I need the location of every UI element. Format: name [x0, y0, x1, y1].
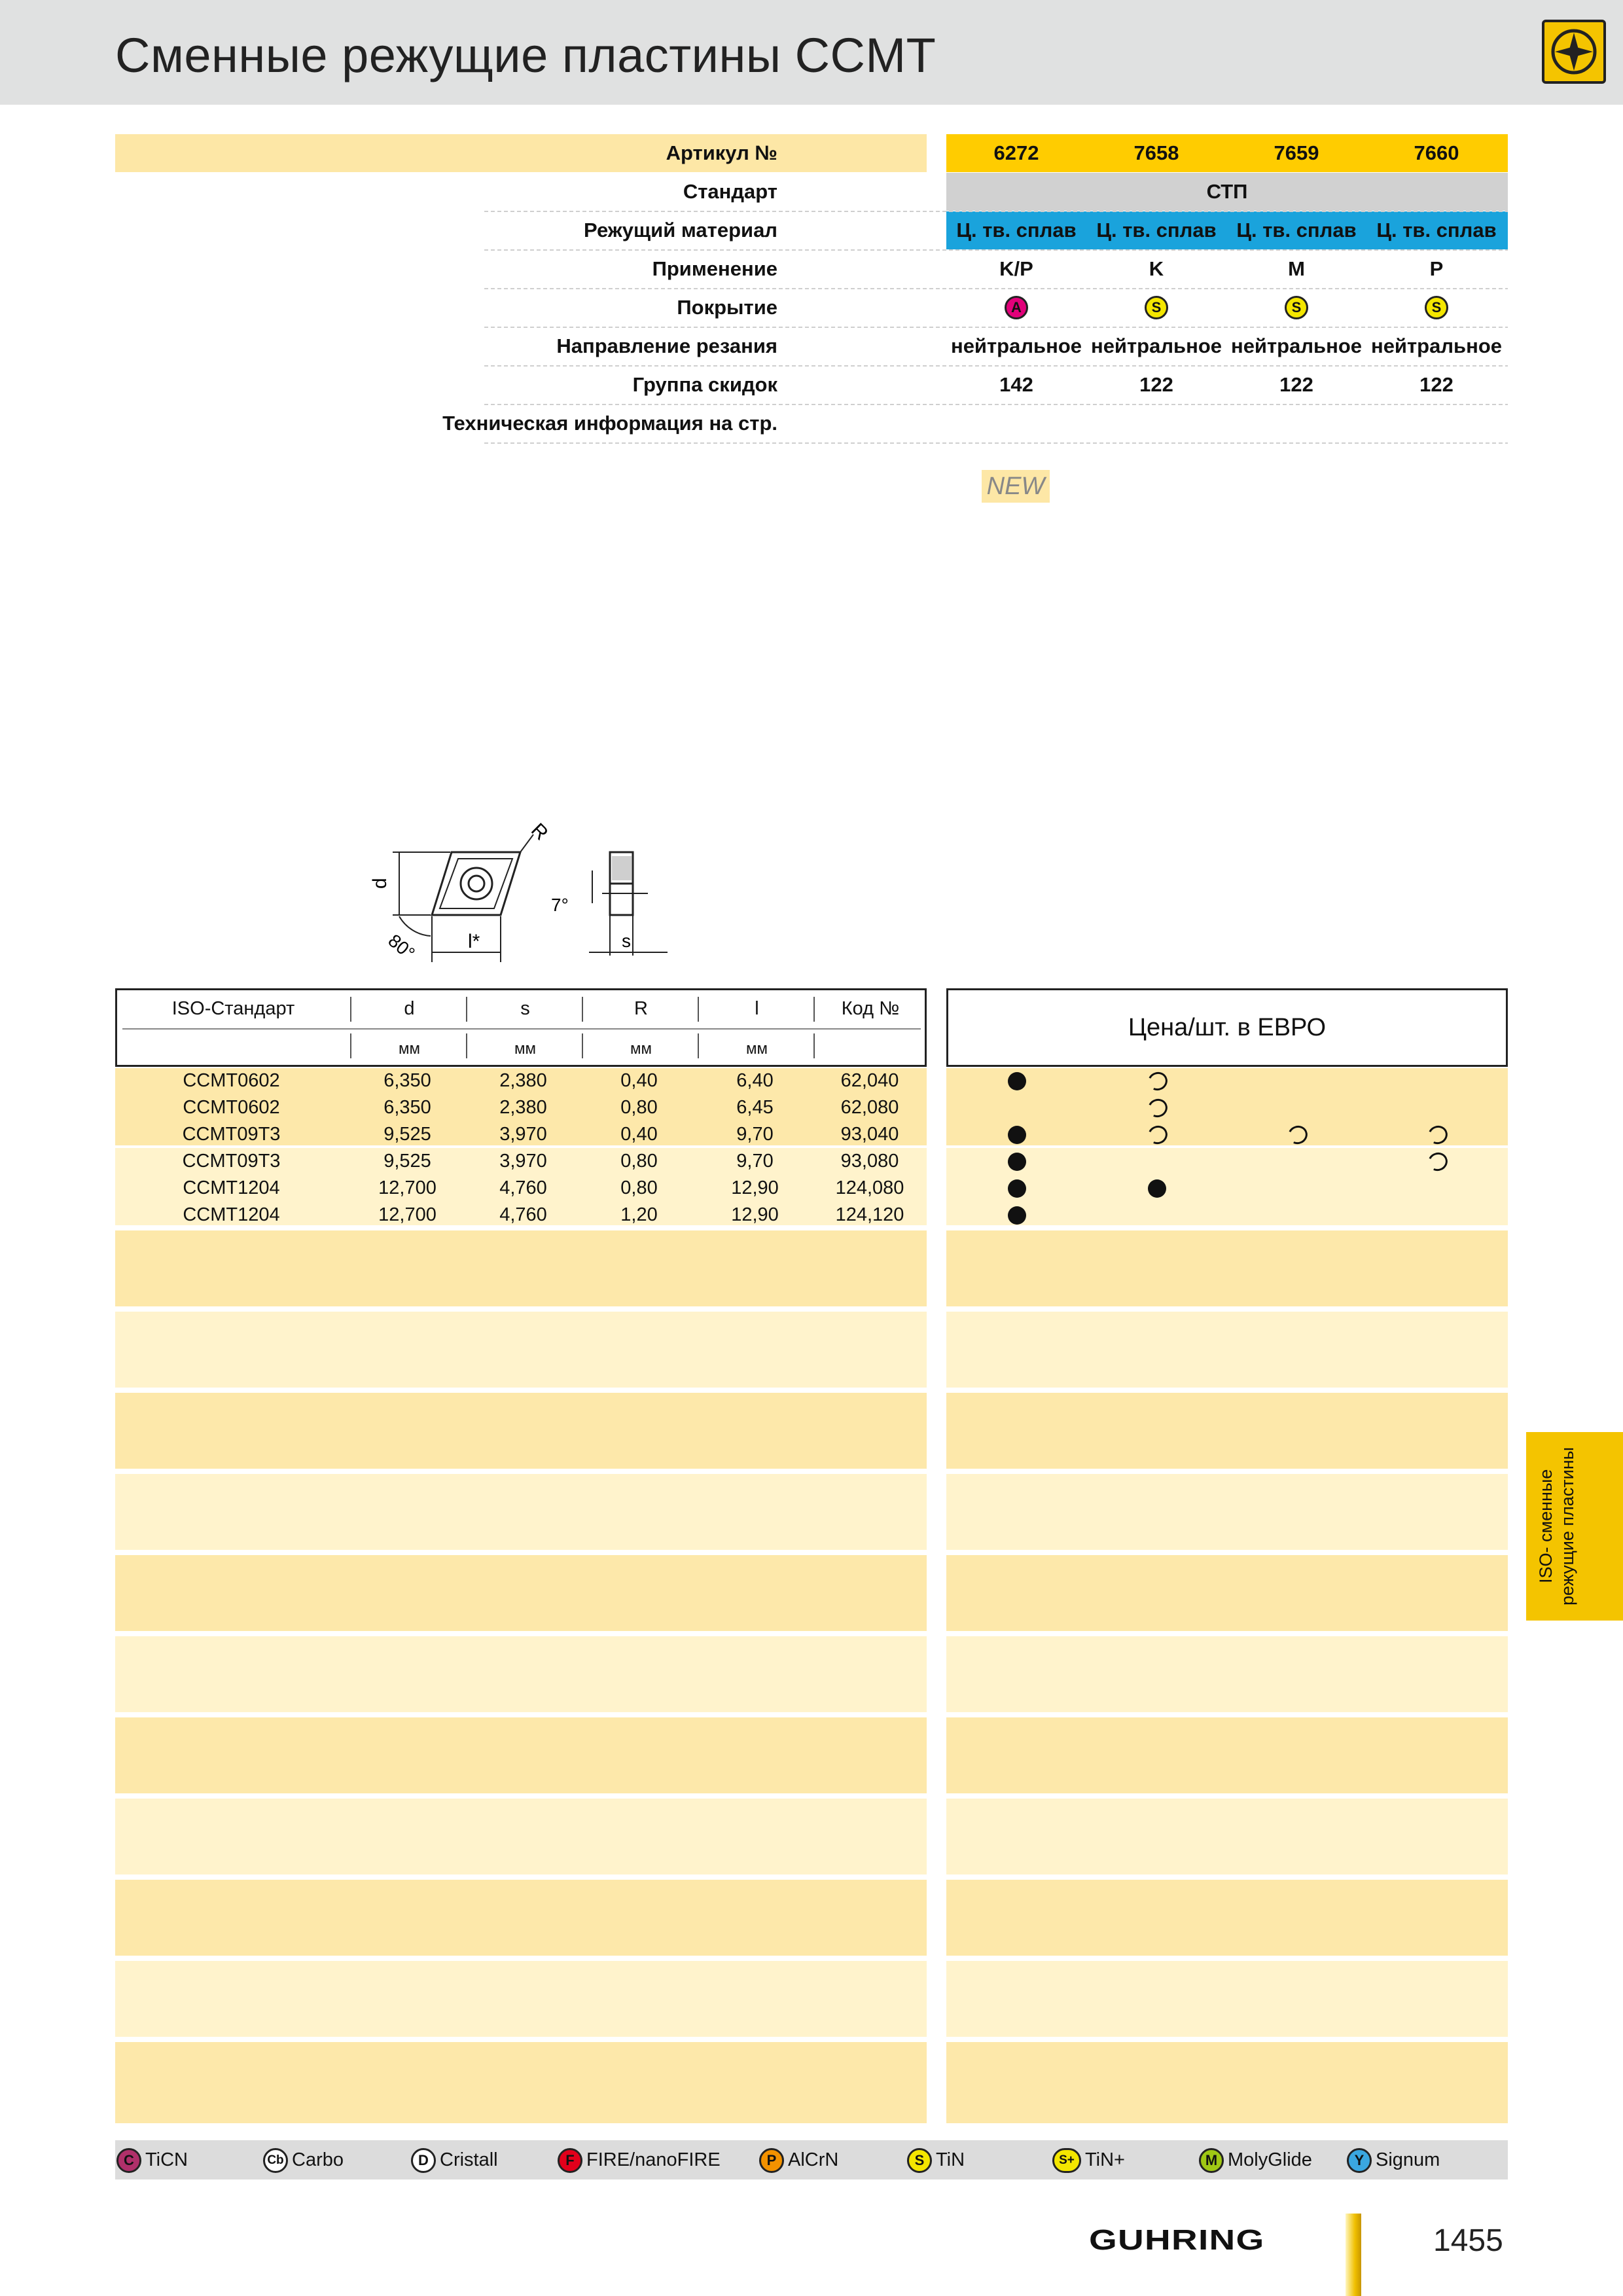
new-badge: NEW: [982, 470, 1050, 503]
cell-code: 62,040: [840, 1070, 899, 1091]
coating-row: [115, 289, 1508, 327]
legend-item: [558, 2147, 721, 2173]
empty-band: [946, 1880, 1508, 1956]
legend-item: [759, 2147, 838, 2173]
page-number: 1455: [1433, 2223, 1503, 2258]
cell-iso: CCMT0602: [183, 1070, 280, 1091]
brand-logo: GUHRING: [1089, 2224, 1265, 2256]
coating-cb-icon: Cb: [263, 2148, 288, 2173]
material-value: Ц. тв. сплав: [1236, 219, 1357, 242]
cell-r: 0,80: [620, 1097, 658, 1118]
legend-label: Carbo: [292, 2149, 344, 2170]
legend-item: [116, 2147, 188, 2173]
direction-value: нейтральное: [950, 334, 1082, 357]
cell-r: 0,80: [620, 1177, 658, 1198]
cell-r: 1,20: [620, 1204, 658, 1225]
col-r: R: [634, 998, 648, 1019]
direction-value: нейтральное: [1370, 334, 1503, 357]
discount-row: [115, 366, 1508, 404]
cell-code: 124,080: [835, 1177, 904, 1198]
empty-band: [946, 1474, 1508, 1550]
page-title: Сменные режущие пластины CCMT: [115, 28, 936, 82]
legend-item: [263, 2147, 344, 2173]
available-dot-icon: [1008, 1126, 1026, 1144]
cell-iso: CCMT1204: [183, 1204, 280, 1225]
article-7660: 7660: [1414, 141, 1459, 164]
drawing-label-d: d: [369, 878, 391, 889]
cell-r: 0,40: [620, 1124, 658, 1145]
table-row: [115, 1202, 1508, 1229]
cell-iso: CCMT0602: [183, 1097, 280, 1118]
empty-band: [115, 1312, 927, 1388]
coating-s-icon: S: [1425, 296, 1448, 319]
on-request-ring-icon: [1425, 1123, 1450, 1147]
legend-label: Signum: [1376, 2149, 1440, 2170]
standard-label: Стандарт: [683, 180, 777, 203]
col-code: Код №: [841, 998, 900, 1019]
table-row: [115, 1067, 1508, 1094]
coating-f-icon: F: [558, 2148, 582, 2173]
legend-label: TiN+: [1085, 2149, 1125, 2170]
empty-band: [946, 1393, 1508, 1469]
standard-value: СТП: [1206, 180, 1248, 203]
on-request-ring-icon: [1145, 1096, 1170, 1121]
price-header-label: Цена/шт. в ЕВРО: [1128, 1014, 1327, 1041]
cell-s: 4,760: [499, 1204, 547, 1225]
article-7659: 7659: [1274, 141, 1319, 164]
cell-d: 6,350: [383, 1097, 431, 1118]
empty-band: [946, 1230, 1508, 1306]
col-iso: ISO-Стандарт: [171, 998, 295, 1019]
drawing-label-80: 80°: [384, 930, 419, 964]
table-row: [115, 1175, 1508, 1202]
empty-band: [115, 1555, 927, 1631]
application-value: M: [1288, 257, 1305, 280]
coating-s-plus-icon: S+: [1052, 2148, 1081, 2173]
empty-band: [946, 2042, 1508, 2123]
divider: [484, 442, 1508, 444]
empty-band: [115, 1474, 927, 1550]
legend-item: [1052, 2147, 1125, 2173]
cell-r: 0,80: [620, 1151, 658, 1172]
cell-l: 9,70: [736, 1124, 774, 1145]
application-value: P: [1429, 257, 1444, 280]
techinfo-row: [115, 404, 1508, 442]
cell-r: 0,40: [620, 1070, 658, 1091]
available-dot-icon: [1008, 1153, 1026, 1171]
drawing-label-s: s: [622, 931, 631, 951]
article-6272: 6272: [993, 141, 1039, 164]
legend-item: [907, 2147, 965, 2173]
cell-iso: CCMT09T3: [182, 1124, 281, 1145]
direction-row: [115, 327, 1508, 365]
cell-l: 12,90: [731, 1177, 779, 1198]
cell-d: 6,350: [383, 1070, 431, 1091]
empty-band: [946, 1636, 1508, 1712]
cell-d: 9,525: [383, 1151, 431, 1172]
direction-value: нейтральное: [1230, 334, 1363, 357]
coating-a-icon: A: [1005, 296, 1028, 319]
legend-item: [1347, 2147, 1440, 2173]
application-value: K: [1149, 257, 1164, 280]
article-row: [115, 134, 1508, 172]
legend-label: TiCN: [145, 2149, 188, 2170]
coating-c-icon: C: [116, 2148, 141, 2173]
coating-label: Покрытие: [677, 296, 777, 319]
table-row: [115, 1121, 1508, 1148]
on-request-ring-icon: [1425, 1150, 1450, 1174]
discount-label: Группа скидок: [632, 373, 777, 396]
unit-s: мм: [514, 1040, 536, 1058]
cell-s: 2,380: [499, 1070, 547, 1091]
coating-d-icon: D: [411, 2148, 436, 2173]
coating-p-icon: P: [759, 2148, 784, 2173]
empty-band: [115, 1961, 927, 2037]
discount-value: 122: [1279, 373, 1313, 396]
cell-l: 6,45: [736, 1097, 774, 1118]
unit-l: мм: [746, 1040, 768, 1058]
empty-band: [946, 1555, 1508, 1631]
available-dot-icon: [1008, 1072, 1026, 1090]
cell-s: 3,970: [499, 1151, 547, 1172]
material-value: Ц. тв. сплав: [1376, 219, 1497, 242]
cell-s: 3,970: [499, 1124, 547, 1145]
cell-code: 124,120: [835, 1204, 904, 1225]
on-request-ring-icon: [1285, 1123, 1310, 1147]
drawing-label-r: R: [527, 819, 552, 845]
cell-d: 9,525: [383, 1124, 431, 1145]
empty-band: [946, 1799, 1508, 1874]
empty-band: [115, 1393, 927, 1469]
material-value: Ц. тв. сплав: [1096, 219, 1217, 242]
coating-m-icon: M: [1199, 2148, 1224, 2173]
cell-code: 62,080: [840, 1097, 899, 1118]
available-dot-icon: [1008, 1206, 1026, 1225]
legend-label: TiN: [936, 2149, 965, 2170]
drawing-label-l: l*: [468, 931, 480, 952]
material-value: Ц. тв. сплав: [956, 219, 1077, 242]
legend-label: Cristall: [440, 2149, 498, 2170]
unit-d: мм: [399, 1040, 420, 1058]
iso-table-header: [115, 988, 927, 1067]
coating-y-icon: Y: [1347, 2148, 1372, 2173]
empty-band: [115, 1230, 927, 1306]
application-value: K/P: [999, 257, 1033, 280]
on-request-ring-icon: [1145, 1069, 1170, 1094]
empty-band: [115, 1799, 927, 1874]
drawing-label-7: 7°: [551, 895, 569, 915]
available-dot-icon: [1148, 1179, 1166, 1198]
footer-accent-bar: [1346, 2214, 1361, 2296]
cell-d: 12,700: [378, 1177, 437, 1198]
coating-s-icon: S: [907, 2148, 932, 2173]
cell-iso: CCMT09T3: [182, 1151, 281, 1172]
col-s: s: [520, 998, 530, 1019]
cell-code: 93,040: [840, 1124, 899, 1145]
coating-s-icon: S: [1285, 296, 1308, 319]
table-row: [115, 1094, 1508, 1121]
cell-s: 2,380: [499, 1097, 547, 1118]
techinfo-label: Техническая информация на стр.: [442, 412, 777, 435]
available-dot-icon: [1008, 1179, 1026, 1198]
col-l: l: [755, 998, 759, 1019]
cell-code: 93,080: [840, 1151, 899, 1172]
section-tab-label: ISO- сменные режущие пластины: [1536, 1446, 1577, 1606]
legend-item: [411, 2147, 498, 2173]
cell-iso: CCMT1204: [183, 1177, 280, 1198]
cell-l: 6,40: [736, 1070, 774, 1091]
standard-row: [115, 173, 1508, 211]
empty-band: [115, 1636, 927, 1712]
empty-band: [946, 1961, 1508, 2037]
discount-value: 122: [1419, 373, 1454, 396]
price-header: [946, 988, 1508, 1067]
insert-drawing: [353, 805, 694, 969]
unit-r: мм: [630, 1040, 652, 1058]
cell-l: 12,90: [731, 1204, 779, 1225]
col-d: d: [404, 998, 415, 1019]
discount-value: 122: [1139, 373, 1173, 396]
article-label: Артикул №: [666, 141, 777, 164]
material-row: [115, 211, 1508, 249]
coating-s-icon: S: [1145, 296, 1168, 319]
empty-band: [946, 1717, 1508, 1793]
legend-label: FIRE/nanoFIRE: [586, 2149, 721, 2170]
application-row: [115, 250, 1508, 288]
material-label: Режущий материал: [584, 219, 777, 242]
direction-label: Направление резания: [556, 334, 777, 357]
article-7658: 7658: [1133, 141, 1179, 164]
direction-value: нейтральное: [1090, 334, 1222, 357]
application-label: Применение: [652, 257, 777, 280]
guhring-emblem-icon: [1542, 20, 1606, 84]
legend-label: AlCrN: [788, 2149, 839, 2170]
empty-band: [115, 2042, 927, 2123]
cell-l: 9,70: [736, 1151, 774, 1172]
empty-band: [115, 1717, 927, 1793]
legend-label: MolyGlide: [1228, 2149, 1312, 2170]
discount-value: 142: [999, 373, 1033, 396]
empty-band: [946, 1312, 1508, 1388]
cell-s: 4,760: [499, 1177, 547, 1198]
cell-d: 12,700: [378, 1204, 437, 1225]
table-row: [115, 1148, 1508, 1175]
empty-band: [115, 1880, 927, 1956]
legend-item: [1199, 2147, 1312, 2173]
on-request-ring-icon: [1145, 1123, 1170, 1147]
